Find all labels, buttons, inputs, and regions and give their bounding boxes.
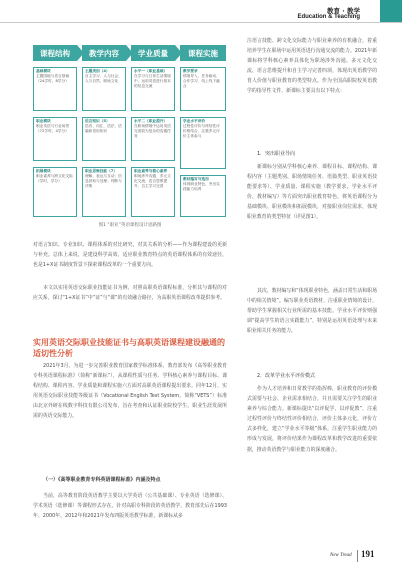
content-topics-title: 主题类别（4） bbox=[85, 69, 110, 73]
content-thinking-box bbox=[82, 167, 126, 217]
implementation-teaching-box bbox=[180, 67, 226, 111]
quality-literacy-title: 职业素养与核心素养 bbox=[134, 169, 168, 173]
subsection-title: （一）《高等职业教育专科英语课程标准》内涵及特点 bbox=[43, 477, 161, 483]
section-title: 实用英语交际职业技能证书与高职英语课程建设融通的适切性分析 bbox=[33, 338, 225, 358]
header-section-en: Education & Teaching bbox=[297, 14, 360, 20]
structure-vocational-box bbox=[33, 117, 77, 161]
course-design-figure bbox=[33, 45, 227, 231]
implementation-evaluation-box bbox=[180, 117, 226, 169]
quality-level1-box bbox=[131, 67, 175, 111]
figure-column-structure: 课程结构 bbox=[33, 45, 77, 61]
quality-level1-text: 在学习与日常生活情境中，运用英语进行基本的信息交流 bbox=[134, 74, 171, 89]
content-topics-text: 自主学习、人与社会、人与自然、职场文化 bbox=[85, 74, 122, 84]
implementation-teaching-title: 教学要求 bbox=[183, 69, 198, 73]
quality-level2-text: 在职场情境中运用英语完成较为复杂的沟通任务 bbox=[134, 124, 171, 139]
left-paragraph-3: 2021年3月，为进一步完善职业教育国家教学标准体系，教育部发布《高等职业教育专科英语课程标准》（简称“新课标”），从课程性质与任务、学科核心素养与课程目标、课程结构、课程内容、学业质量和课程实施六方面对高职英语课程提出要求。同年12月，实用英语交际职业技能等级证书（Vocational English Test System，简称“VETS”）标准由北京外研在线数字科技有限公司发布，旨在考查和认证职业院校学生、职业生涯发展所需的英语交际能力。 bbox=[33, 363, 227, 420]
left-paragraph-2: 本文以实用英语交际职业技能证书为例，对照高职英语课程标准，分析其与课程的对应关系，探讨“1+X证书”中“证”与“课”的有效融合路径，为高职英语课程改革提供参考。 bbox=[33, 285, 227, 302]
structure-extension-box bbox=[33, 167, 77, 217]
quality-level1-title: 水平一（职业基础） bbox=[134, 69, 168, 73]
left-paragraph-4: 当前，高等教育阶段英语教学主要以大学英语（公共基础课）、专业英语（选修课）、学术英语（选修课）等课程形式存在。针对高职专科阶段的英语教学，教育部先后在1993年、2000年、2012年和2021年发布四版英语教学标准，新课标从多 bbox=[33, 493, 227, 520]
structure-extension-title: 拓展模块 bbox=[36, 169, 51, 173]
right-paragraph-3: 其次，教材编写和“体现职业特色，涵盖日常生活和职场中的相关情境”。编写职业英语教材，注重职业情境的设计，帮助学生掌握相关行业所需的基本技能。学业水平评价则强调“提高学生的语言实践能力”，特别是运用英语处理与未来职业相关任务的能力。 bbox=[247, 288, 377, 335]
structure-basic-box bbox=[33, 67, 77, 111]
implementation-teaching-text: 情境导入、任务驱动、合作学习、线上线下融合 bbox=[183, 74, 220, 89]
structure-basic-text: 主题园地与语言基础（24学时，8学分） bbox=[36, 74, 70, 84]
footer-divider bbox=[357, 550, 358, 562]
quality-level2-box bbox=[131, 117, 175, 161]
content-thinking-title: 职业思维技能（7） bbox=[85, 169, 118, 173]
figure-column-quality: 学业质量 bbox=[131, 45, 175, 61]
content-topics-box bbox=[82, 67, 126, 111]
implementation-evaluation-text: 过程性评价与终结性评价相结合，注重多元评价主体参与 bbox=[183, 124, 220, 139]
right-paragraph-2: 新课标分别从学科核心素养、课程目标、课程结构、课程内容（主题类别、职场情境任务、语篇类型、职业英语技能要求等）、学业质量、课程实施（教学要求、学业水平评价、教材编写）等方面突出职业教育特色，将英语课程分为基础模块、职业模块和拓展模块，对接职业岗位需求，体现职业教育的类型特征（详见图1）。 bbox=[247, 164, 377, 221]
page-number: 191 bbox=[361, 549, 375, 559]
implementation-textbook-text: 体现职业特色，突出实践能力培养 bbox=[183, 182, 220, 192]
header-rule bbox=[0, 22, 402, 23]
footer-magazine-name: New Tread bbox=[330, 553, 352, 558]
point-2-title: 2．改革学业水平评价模式 bbox=[257, 373, 316, 379]
implementation-textbook-box bbox=[180, 175, 226, 217]
figure-caption: 图1 “职业”英语课程设计思路图 bbox=[98, 223, 162, 228]
content-thinking-text: 理解、表达与互动；信息获取与处理；判断与决策 bbox=[85, 174, 122, 189]
figure-column-implementation: 课程实施 bbox=[180, 45, 226, 61]
content-language-title: 语言知识（5） bbox=[85, 119, 110, 123]
structure-extension-text: 职业素养与跨文化交际（学时，学分） bbox=[36, 174, 73, 184]
figure-column-content: 教学内容 bbox=[82, 45, 126, 61]
left-paragraph-1: 对语言知识、专业知识、课程体系的对比研究，对其关系的分析——作为课程建设的更新与补充。总体上来说，是建设科学高效、适应职业教育特点的英语课程体系的有效途径，也是1+X证书制度背景下探索课程改革的一个重要方向。 bbox=[33, 242, 227, 269]
quality-literacy-text: 职场涉外沟通、多元文化交流、语言思维提升、自主学习完善 bbox=[134, 174, 171, 189]
structure-vocational-text: 职业英语与行业场景（72学时，4学分） bbox=[36, 124, 70, 134]
structure-vocational-title: 职业模块 bbox=[36, 119, 51, 123]
content-language-box bbox=[82, 117, 126, 161]
quality-level2-title: 水平二（职业提升） bbox=[134, 119, 168, 123]
header-bar bbox=[380, 0, 402, 22]
structure-basic-title: 基础模块 bbox=[36, 69, 51, 73]
implementation-evaluation-title: 学业水平评价 bbox=[183, 119, 206, 123]
point-1-title: 1．突出职业导向 bbox=[257, 151, 296, 157]
header-section-cn: 教育 · 教学 bbox=[327, 7, 360, 15]
right-paragraph-4: 作为人才培养和日常教学的指挥棒，职业教育的评价模式需要与社会、企业需求相结合，并且需要关注学生的职业素养与综合能力。新课标提出“以评促学、以评促教”，注重过程性评价与终结性评价相结合，评价主体多元化，评价方式多样化，建立“学业水平等级”体系，注重学生职业能力的形成与发展，将评价结果作为课程改革和教学改进的重要依据，推动英语教学与职业能力的深度融合。 bbox=[247, 386, 377, 453]
right-paragraph-1: 注语言技能、跨文化交际能力与职业素养的有机融合，着重培养学生在职场中运用英语进行沟通交流的能力。2021年新课标将学科核心素养具体化为职场涉外沟通、多元文化交流、语言思维提升和自主学习完善四项，体现出英语教学的育人价值与职业教育的类型特点。作为全国高职院校英语教学的指导性文件，新课标主要具有以下特点： bbox=[247, 38, 377, 95]
content-language-text: 语音、词汇、语法、语篇和语用知识 bbox=[85, 124, 122, 134]
implementation-textbook-title: 教材编写与选用 bbox=[183, 177, 209, 181]
quality-literacy-box bbox=[131, 167, 175, 217]
